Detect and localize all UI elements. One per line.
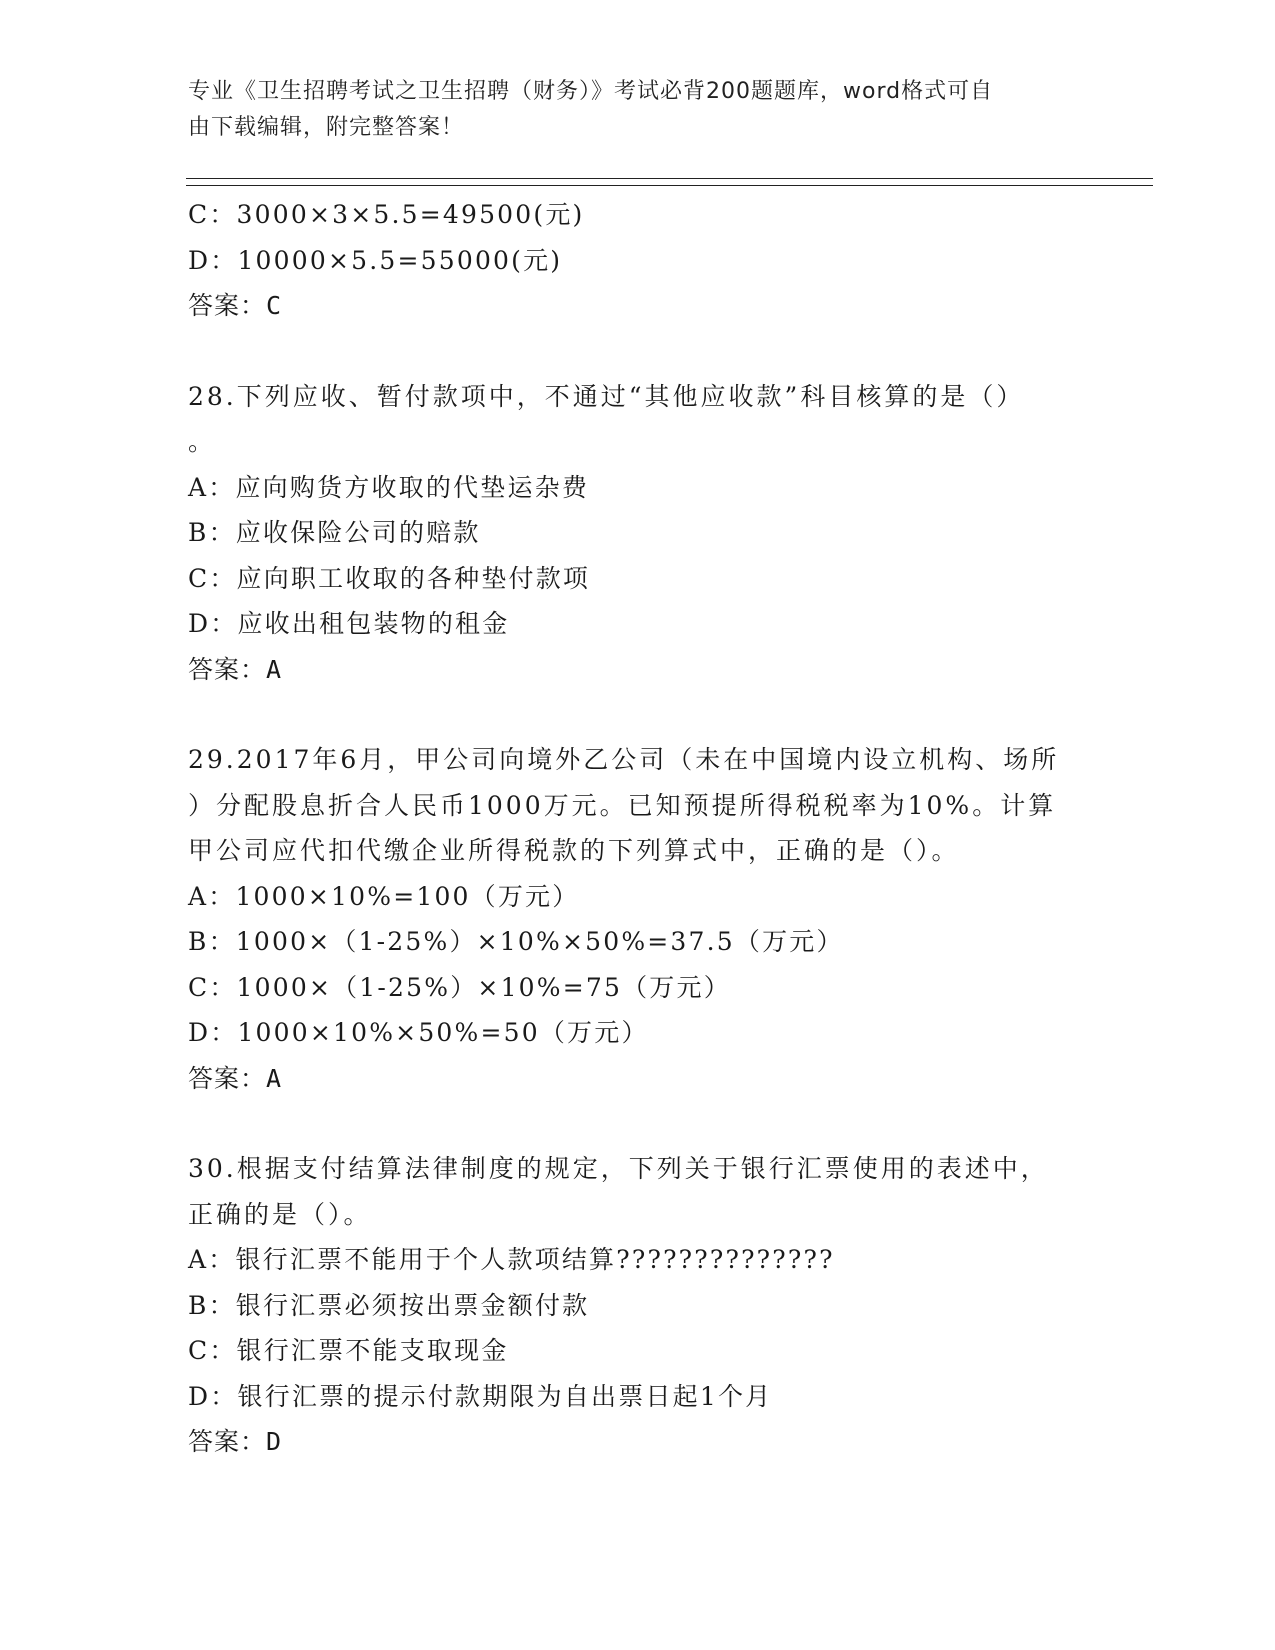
option-d: D：10000×5.5=55000(元)	[188, 245, 563, 275]
option-c: C：应向职工收取的各种垫付款项	[188, 563, 591, 593]
answer-line: 答案：D	[188, 1427, 283, 1456]
question-28	[188, 374, 1148, 693]
option-d: D：应收出租包装物的租金	[188, 609, 510, 638]
question-30	[188, 1146, 1148, 1465]
question-spacer	[188, 329, 1148, 374]
question-stem: 正确的是（）。	[188, 1199, 372, 1229]
option-a: A：1000×10%=100（万元）	[188, 881, 580, 911]
question-list	[188, 192, 1148, 1465]
answer-line: 答案：A	[188, 654, 283, 684]
option-c: C：银行汇票不能支取现金	[188, 1336, 509, 1365]
option-b: B：银行汇票必须按出票金额付款	[188, 1290, 590, 1320]
question-spacer	[188, 692, 1148, 737]
question-stem: 。	[188, 427, 217, 456]
answer-line: 答案：A	[188, 1063, 283, 1093]
question-spacer	[188, 1101, 1148, 1146]
header-title-line-2: 由下载编辑，附完整答案！	[188, 115, 465, 140]
question-stem: ）分配股息折合人民币1000万元。已知预提所得税税率为10%。计算	[188, 790, 1057, 820]
header-divider	[186, 178, 1153, 186]
option-b: B：应收保险公司的赔款	[188, 518, 481, 547]
page-header	[188, 74, 1088, 146]
option-a: A：银行汇票不能用于个人款项结算??????????????	[188, 1245, 835, 1274]
question-stem: 28.下列应收、暂付款项中，不通过“其他应收款”科目核算的是（）	[188, 381, 1025, 411]
question-stem: 30.根据支付结算法律制度的规定，下列关于银行汇票使用的表述中，	[188, 1154, 1049, 1183]
answer-line: 答案：C	[188, 291, 283, 320]
option-d: D：1000×10%×50%=50（万元）	[188, 1018, 649, 1047]
header-title-line-1: 专业《卫生招聘考试之卫生招聘（财务）》考试必背200题题库，word格式可自	[188, 79, 994, 104]
option-c: C：1000×（1-25%）×10%=75（万元）	[188, 972, 731, 1002]
option-d: D：银行汇票的提示付款期限为自出票日起1个月	[188, 1381, 773, 1411]
question-27-tail	[188, 192, 1148, 329]
option-a: A：应向购货方收取的代垫运杂费	[188, 472, 590, 502]
option-c: C：3000×3×5.5=49500(元)	[188, 200, 585, 229]
question-stem: 甲公司应代扣代缴企业所得税款的下列算式中，正确的是（）。	[188, 836, 960, 865]
question-29	[188, 737, 1148, 1101]
option-b: B：1000×（1-25%）×10%×50%=37.5（万元）	[188, 927, 844, 956]
question-stem: 29.2017年6月，甲公司向境外乙公司（未在中国境内设立机构、场所	[188, 745, 1060, 774]
